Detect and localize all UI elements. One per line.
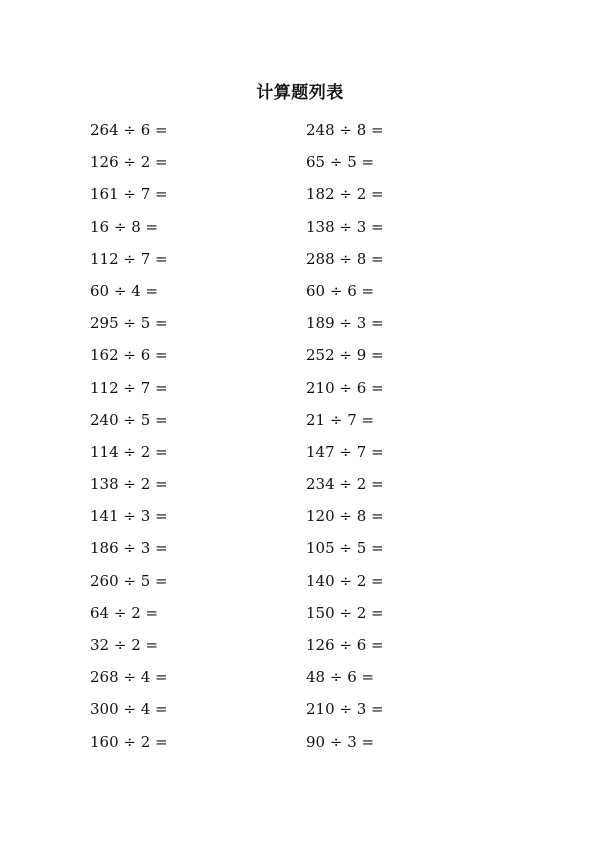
problem-item: 64 ÷ 2 = bbox=[90, 603, 159, 622]
problem-item: 60 ÷ 4 = bbox=[90, 281, 159, 300]
problem-item: 126 ÷ 6 = bbox=[306, 636, 384, 654]
problem-item: 138 ÷ 3 = bbox=[306, 217, 384, 236]
problem-item: 234 ÷ 2 = bbox=[306, 475, 384, 494]
problem-item: 210 ÷ 6 = bbox=[306, 378, 384, 397]
problem-item: 268 ÷ 4 = bbox=[90, 668, 168, 687]
problem-item: 189 ÷ 3 = bbox=[306, 314, 384, 333]
problem-item: 264 ÷ 6 = bbox=[90, 121, 168, 139]
problem-item: 288 ÷ 8 = bbox=[306, 249, 384, 268]
problem-item: 186 ÷ 3 = bbox=[90, 539, 168, 558]
problem-item: 150 ÷ 2 = bbox=[306, 603, 384, 622]
problem-item: 160 ÷ 2 = bbox=[90, 732, 168, 751]
problem-item: 147 ÷ 7 = bbox=[306, 442, 384, 461]
problem-item: 65 ÷ 5 = bbox=[306, 153, 375, 172]
problem-item: 138 ÷ 2 = bbox=[90, 475, 168, 494]
problem-item: 16 ÷ 8 = bbox=[90, 217, 159, 236]
problem-item: 260 ÷ 5 = bbox=[90, 571, 168, 590]
problem-item: 140 ÷ 2 = bbox=[306, 571, 384, 590]
problem-item: 90 ÷ 3 = bbox=[306, 732, 375, 751]
problem-item: 161 ÷ 7 = bbox=[90, 185, 168, 204]
problem-item: 295 ÷ 5 = bbox=[90, 314, 168, 333]
problem-item: 182 ÷ 2 = bbox=[306, 185, 384, 204]
problem-column-right bbox=[306, 120, 506, 764]
problem-item: 300 ÷ 4 = bbox=[90, 700, 168, 719]
problem-item: 105 ÷ 5 = bbox=[306, 539, 384, 558]
problem-item: 48 ÷ 6 = bbox=[306, 668, 375, 687]
problem-item: 252 ÷ 9 = bbox=[306, 346, 384, 365]
problem-item: 240 ÷ 5 = bbox=[90, 410, 168, 429]
problem-item: 32 ÷ 2 = bbox=[90, 636, 159, 654]
page-title: 计算题列表 bbox=[256, 83, 344, 103]
problem-item: 112 ÷ 7 = bbox=[90, 378, 168, 397]
problem-item: 114 ÷ 2 = bbox=[90, 442, 168, 461]
problem-item: 141 ÷ 3 = bbox=[90, 507, 168, 526]
problem-item: 210 ÷ 3 = bbox=[306, 700, 384, 719]
problem-item: 21 ÷ 7 = bbox=[306, 410, 375, 429]
problem-item: 248 ÷ 8 = bbox=[306, 121, 384, 139]
problem-item: 60 ÷ 6 = bbox=[306, 281, 375, 300]
problem-item: 126 ÷ 2 = bbox=[90, 153, 168, 172]
problem-item: 162 ÷ 6 = bbox=[90, 346, 168, 365]
problem-item: 120 ÷ 8 = bbox=[306, 507, 384, 526]
problem-item: 112 ÷ 7 = bbox=[90, 249, 168, 268]
problem-column-left bbox=[90, 120, 290, 764]
